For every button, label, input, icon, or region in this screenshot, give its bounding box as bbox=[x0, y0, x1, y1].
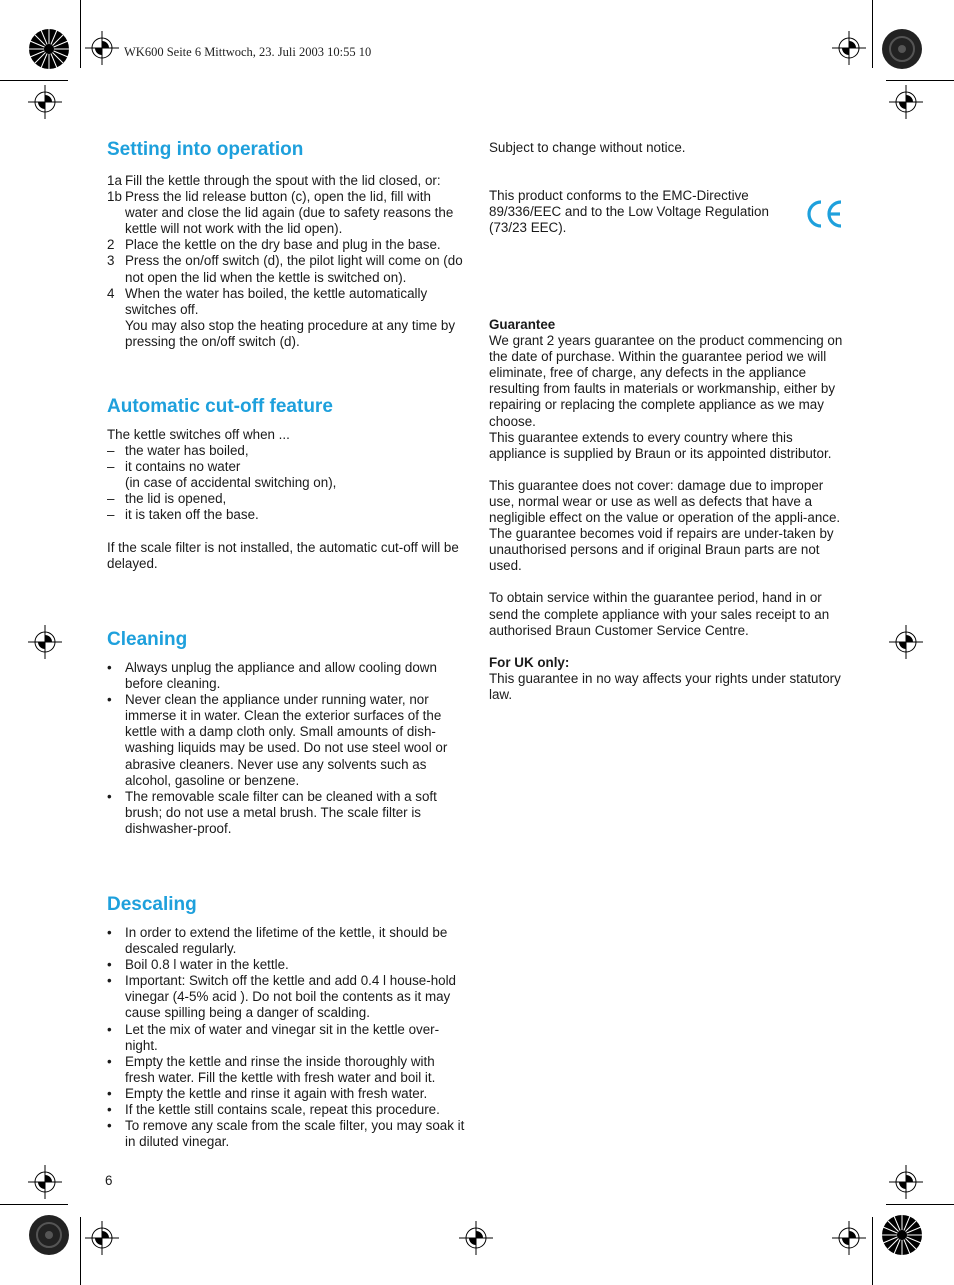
crop-mark bbox=[80, 0, 81, 68]
crop-mark bbox=[0, 1204, 68, 1205]
bullet-icon: • bbox=[107, 973, 112, 989]
ce-mark-icon bbox=[805, 198, 845, 230]
section-intro: The kettle switches off when ... bbox=[107, 427, 290, 442]
dash-marker: – bbox=[107, 491, 115, 507]
list-item bbox=[107, 692, 467, 789]
list-item bbox=[107, 286, 467, 318]
list-item bbox=[107, 973, 467, 1021]
crosshair-icon bbox=[28, 625, 62, 659]
bullet-icon: • bbox=[107, 660, 112, 675]
crop-mark bbox=[886, 80, 954, 81]
guarantee-title: Guarantee bbox=[489, 317, 556, 332]
item-text: Always unplug the appliance and allow cooling down before cleaning. bbox=[125, 660, 437, 692]
list-item bbox=[107, 1022, 467, 1054]
dash-marker: – bbox=[107, 459, 115, 475]
subject-to-change-note: Subject to change without notice. bbox=[489, 140, 686, 155]
crosshair-icon bbox=[889, 85, 923, 119]
dash-marker: – bbox=[107, 507, 115, 523]
item-text: Important: Switch off the kettle and add 0.4 l house-hold vinegar (4-5% acid ). Do not boil the contents as it may cause spilling being a danger of scalding. bbox=[125, 973, 457, 1021]
list-item bbox=[107, 1086, 467, 1102]
list-item bbox=[107, 459, 467, 475]
setting-into-operation-section bbox=[107, 138, 467, 350]
crosshair-icon bbox=[28, 85, 62, 119]
guarantee-paragraph: We grant 2 years guarantee on the product commencing on the date of purchase. Within the guarantee period we will eliminate, free of charge, any defects in the appliance resulting from faults in materials or workmanship, either by repairing or replacing the complete appliance as we may choose. bbox=[489, 333, 843, 429]
list-item bbox=[107, 1118, 467, 1150]
step-number: 3 bbox=[107, 253, 115, 269]
step-number bbox=[107, 318, 125, 350]
section-title: Cleaning bbox=[107, 629, 188, 650]
list-item bbox=[107, 925, 467, 957]
step-number: 2 bbox=[107, 237, 115, 253]
bullet-icon: • bbox=[107, 957, 112, 973]
section-title: Automatic cut-off feature bbox=[107, 396, 333, 417]
bullet-icon: • bbox=[107, 788, 112, 804]
crosshair-icon bbox=[889, 1165, 923, 1199]
list-item bbox=[107, 173, 467, 189]
crosshair-icon bbox=[28, 1165, 62, 1199]
guarantee-section bbox=[489, 317, 847, 703]
bullet-list bbox=[107, 660, 467, 837]
item-text: (in case of accidental switching on), bbox=[125, 475, 337, 491]
crop-mark bbox=[886, 1204, 954, 1205]
crop-mark bbox=[872, 1217, 873, 1285]
descaling-section bbox=[107, 893, 467, 1150]
starburst-target-icon bbox=[881, 28, 923, 70]
starburst-target-icon bbox=[881, 1214, 923, 1256]
list-item bbox=[107, 443, 467, 459]
bullet-icon: • bbox=[107, 692, 112, 708]
list-item bbox=[107, 660, 467, 692]
bullet-icon: • bbox=[107, 1053, 112, 1069]
print-slug: WK600 Seite 6 Mittwoch, 23. Juli 2003 10:55 10 bbox=[124, 45, 372, 59]
list-item bbox=[107, 1054, 467, 1086]
uk-only-text: This guarantee in no way affects your rights under statutory law. bbox=[489, 670, 841, 702]
list-item bbox=[107, 789, 467, 837]
step-number: 1a bbox=[107, 173, 122, 188]
crosshair-icon bbox=[85, 31, 119, 65]
crop-mark bbox=[80, 1217, 81, 1285]
step-text: You may also stop the heating procedure at any time by pressing the on/off switch (d). bbox=[125, 317, 456, 349]
starburst-target-icon bbox=[28, 1214, 70, 1256]
list-item bbox=[107, 237, 467, 253]
item-text: Let the mix of water and vinegar sit in the kettle over-night. bbox=[125, 1021, 440, 1053]
list-item bbox=[107, 189, 467, 237]
guarantee-paragraph: This guarantee does not cover: damage due to improper use, normal wear or use as well as defects that have a negligible effect on the value or operation of the appli-ance. The guarantee becomes void if repairs are under-taken by unauthorised persons and if original Braun parts are not used. bbox=[489, 477, 841, 574]
item-text: it is taken off the base. bbox=[125, 507, 259, 523]
item-text: the water has boiled, bbox=[125, 443, 249, 459]
item-text: the lid is opened, bbox=[125, 491, 227, 507]
guarantee-paragraph: This guarantee extends to every country where this appliance is supplied by Braun or its appointed distributor. bbox=[489, 429, 832, 461]
bullet-icon: • bbox=[107, 1118, 112, 1134]
crosshair-icon bbox=[85, 1221, 119, 1255]
dash-marker bbox=[107, 475, 125, 491]
page-number: 6 bbox=[105, 1173, 113, 1188]
step-number: 4 bbox=[107, 285, 115, 301]
section-title: Setting into operation bbox=[107, 139, 304, 160]
list-item bbox=[107, 253, 467, 285]
step-text: Press the lid release button (c), open the lid, fill with water and close the lid again (due to safety reasons the kettle will not work with the lid open). bbox=[125, 189, 454, 237]
crosshair-icon bbox=[889, 625, 923, 659]
crop-mark bbox=[872, 0, 873, 68]
list-item bbox=[107, 475, 467, 491]
bullet-list bbox=[107, 925, 467, 1150]
uk-only-title: For UK only: bbox=[489, 654, 570, 670]
crosshair-icon bbox=[832, 1221, 866, 1255]
step-text: Place the kettle on the dry base and plug in the base. bbox=[125, 237, 441, 253]
list-item bbox=[107, 1102, 467, 1118]
list-item bbox=[107, 491, 467, 507]
step-text: When the water has boiled, the kettle automatically switches off. bbox=[125, 285, 428, 317]
step-text: Fill the kettle through the spout with the lid closed, or: bbox=[125, 173, 441, 188]
list-item bbox=[107, 318, 467, 350]
conformity-statement: This product conforms to the EMC-Directive 89/336/EEC and to the Low Voltage Regulation (73/23 EEC). bbox=[489, 188, 769, 236]
dash-marker: – bbox=[107, 443, 115, 459]
item-text: To remove any scale from the scale filter, you may soak it in diluted vinegar. bbox=[125, 1118, 465, 1150]
list-item bbox=[107, 507, 467, 523]
step-number: 1b bbox=[107, 189, 122, 205]
item-text: Boil 0.8 l water in the kettle. bbox=[125, 957, 289, 973]
steps-list bbox=[107, 173, 467, 350]
bullet-icon: • bbox=[107, 1102, 112, 1118]
starburst-target-icon bbox=[28, 28, 70, 70]
item-text: In order to extend the lifetime of the kettle, it should be descaled regularly. bbox=[125, 925, 448, 957]
item-text: The removable scale filter can be cleaned with a soft brush; do not use a metal brush. The scale filter is dishwasher-proof. bbox=[125, 788, 437, 836]
section-title: Descaling bbox=[107, 894, 197, 915]
item-text: Never clean the appliance under running water, nor immerse it in water. Clean the exterior surfaces of the kettle with a damp cloth only. Small amounts of dish-washing liquids may be used. Do not use steel wool or abrasive cleaners. Never use any solvents such as alcohol, gasoline or benzene. bbox=[125, 692, 448, 788]
step-text: Press the on/off switch (d), the pilot light will come on (do not open the lid when the kettle is switched on). bbox=[125, 253, 463, 285]
automatic-cutoff-section bbox=[107, 395, 467, 572]
crosshair-icon bbox=[832, 31, 866, 65]
crosshair-icon bbox=[459, 1221, 493, 1255]
item-text: Empty the kettle and rinse it again with fresh water. bbox=[125, 1085, 428, 1101]
bullet-icon: • bbox=[107, 1085, 112, 1101]
guarantee-paragraph: To obtain service within the guarantee period, hand in or send the complete appliance with your sales receipt to an authorised Braun Customer Service Centre. bbox=[489, 590, 830, 638]
item-text: If the kettle still contains scale, repeat this procedure. bbox=[125, 1102, 440, 1118]
bullet-icon: • bbox=[107, 1021, 112, 1037]
item-text: Empty the kettle and rinse the inside thoroughly with fresh water. Fill the kettle with fresh water and boil it. bbox=[125, 1053, 436, 1085]
crop-mark bbox=[0, 80, 68, 81]
item-text: it contains no water bbox=[125, 459, 241, 475]
bullet-icon: • bbox=[107, 925, 112, 940]
section-note: If the scale filter is not installed, the automatic cut-off will be delayed. bbox=[107, 539, 459, 571]
list-item bbox=[107, 957, 467, 973]
cleaning-section bbox=[107, 628, 467, 837]
